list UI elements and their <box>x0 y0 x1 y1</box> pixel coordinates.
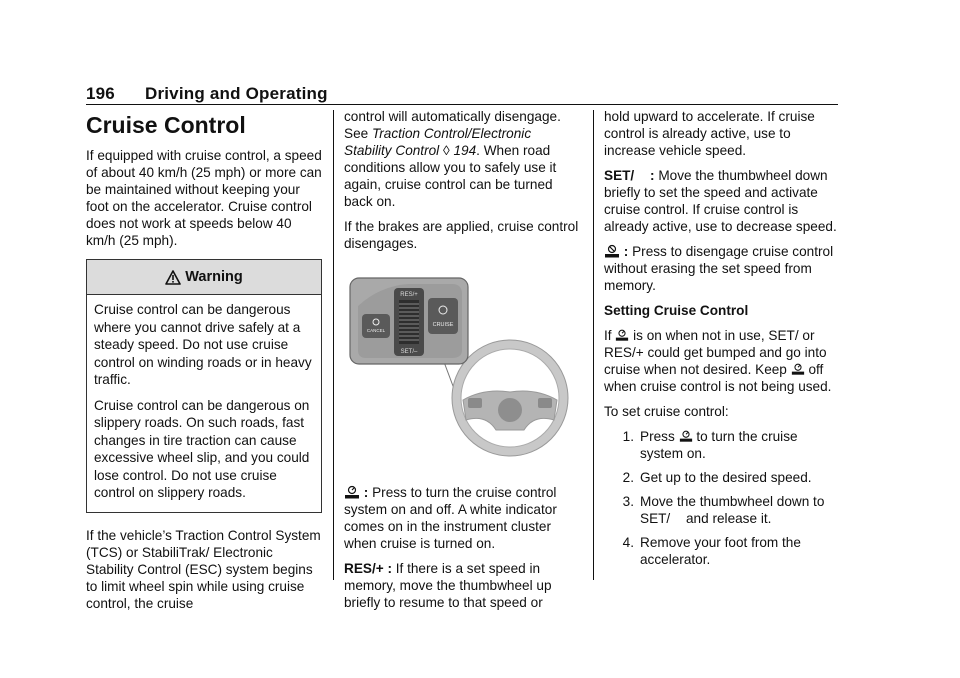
to-set-intro: To set cruise control: <box>604 404 729 419</box>
setting-heading: Setting Cruise Control <box>604 303 749 318</box>
figure-res-label: RES/+ <box>400 292 418 298</box>
figure-cruise-label: CRUISE <box>432 322 454 328</box>
list-item: 4. Remove your foot from the accelerator. <box>622 535 801 567</box>
cruise-control-icon <box>679 429 693 443</box>
figure-set-label: SET/– <box>400 349 418 355</box>
column-2 <box>344 108 582 619</box>
section-title: Driving and Operating <box>144 84 328 103</box>
warning-paragraph-1: Cruise control can be dangerous where you cannot drive safely at a steady speed. Do not use cruise control on winding roads or in heavy traffic. <box>94 302 312 387</box>
cruise-control-icon <box>344 485 360 499</box>
warning-box <box>86 259 322 513</box>
res-continued: hold upward to accelerate. If cruise control is already active, use to increase vehicle speed. <box>604 109 815 158</box>
list-item: 1. Press to turn the cruise system on. <box>622 429 798 461</box>
list-item: 2. Get up to the desired speed. <box>622 470 812 485</box>
set-description: SET/ : Move the thumbwheel down briefly to set the speed and activate cruise control. If cruise control is already active, use to decrease speed. <box>604 168 837 234</box>
cross-reference-link[interactable]: Traction Control/Electronic Stability Control <box>344 126 532 158</box>
column-divider-1 <box>333 110 334 580</box>
warning-triangle-icon <box>165 270 181 285</box>
figure-cancel-label: CANCEL <box>366 328 386 333</box>
warning-label: Warning <box>185 268 243 285</box>
disengage-paragraph: control will automatically disengage. See Traction Control/Electronic Stability Control ◊ 194. When road conditions allow you to safely use it again, cruise control can be turned back on. <box>344 109 561 209</box>
cruise-control-icon <box>615 328 629 342</box>
page-ref-symbol: ◊ <box>442 143 450 158</box>
steps-list <box>604 428 842 568</box>
warning-paragraph-2: Cruise control can be dangerous on slippery roads. On such roads, fast changes in tire traction can cause excessive wheel slip, and you could lose control. Do not use cruise control on slippery roads. <box>94 397 310 500</box>
cruise-button-description: : Press to turn the cruise control system on and off. A white indicator comes on in the instrument cluster when cruise is turned on. <box>344 485 557 551</box>
cruise-control-icon <box>791 362 805 376</box>
steering-wheel-figure <box>344 270 582 464</box>
column-divider-2 <box>593 110 594 580</box>
cruise-cancel-icon <box>604 244 620 258</box>
column-1 <box>86 108 322 620</box>
steering-wheel-illustration <box>344 270 584 460</box>
tcs-paragraph: If the vehicle’s Traction Control System (TCS) or StabiliTrak/ Electronic Stability Control (ESC) system begins to limit wheel spin while using cruise control, the cruise <box>86 527 321 611</box>
brakes-paragraph: If the brakes are applied, cruise control disengages. <box>344 219 579 251</box>
warning-header <box>87 260 321 295</box>
column-3 <box>604 108 842 575</box>
bump-paragraph: If is on when not in use, SET/ or RES/+ could get bumped and go into cruise when not desired. Keep off when cruise control is not being used. <box>604 328 832 394</box>
warning-body <box>87 295 321 512</box>
res-description: RES/+ : If there is a set speed in memory, move the thumbwheel up briefly to resume to that speed or <box>344 561 552 610</box>
page-number: 196 <box>86 84 115 103</box>
list-item: 3. Move the thumbwheel down to SET/ and release it. <box>622 494 825 526</box>
page-title: Cruise Control <box>86 112 246 138</box>
intro-paragraph: If equipped with cruise control, a speed of about 40 km/h (25 mph) or more can be maintained without keeping your foot on the accelerator. Cruise control does not work at speeds below 40 km/h (25 mph). <box>86 148 322 248</box>
page-header <box>86 84 328 104</box>
header-rule <box>86 104 838 105</box>
cancel-description: : Press to disengage cruise control without erasing the set speed from memory. <box>604 244 834 293</box>
page-ref-number[interactable]: 194 <box>453 143 477 158</box>
